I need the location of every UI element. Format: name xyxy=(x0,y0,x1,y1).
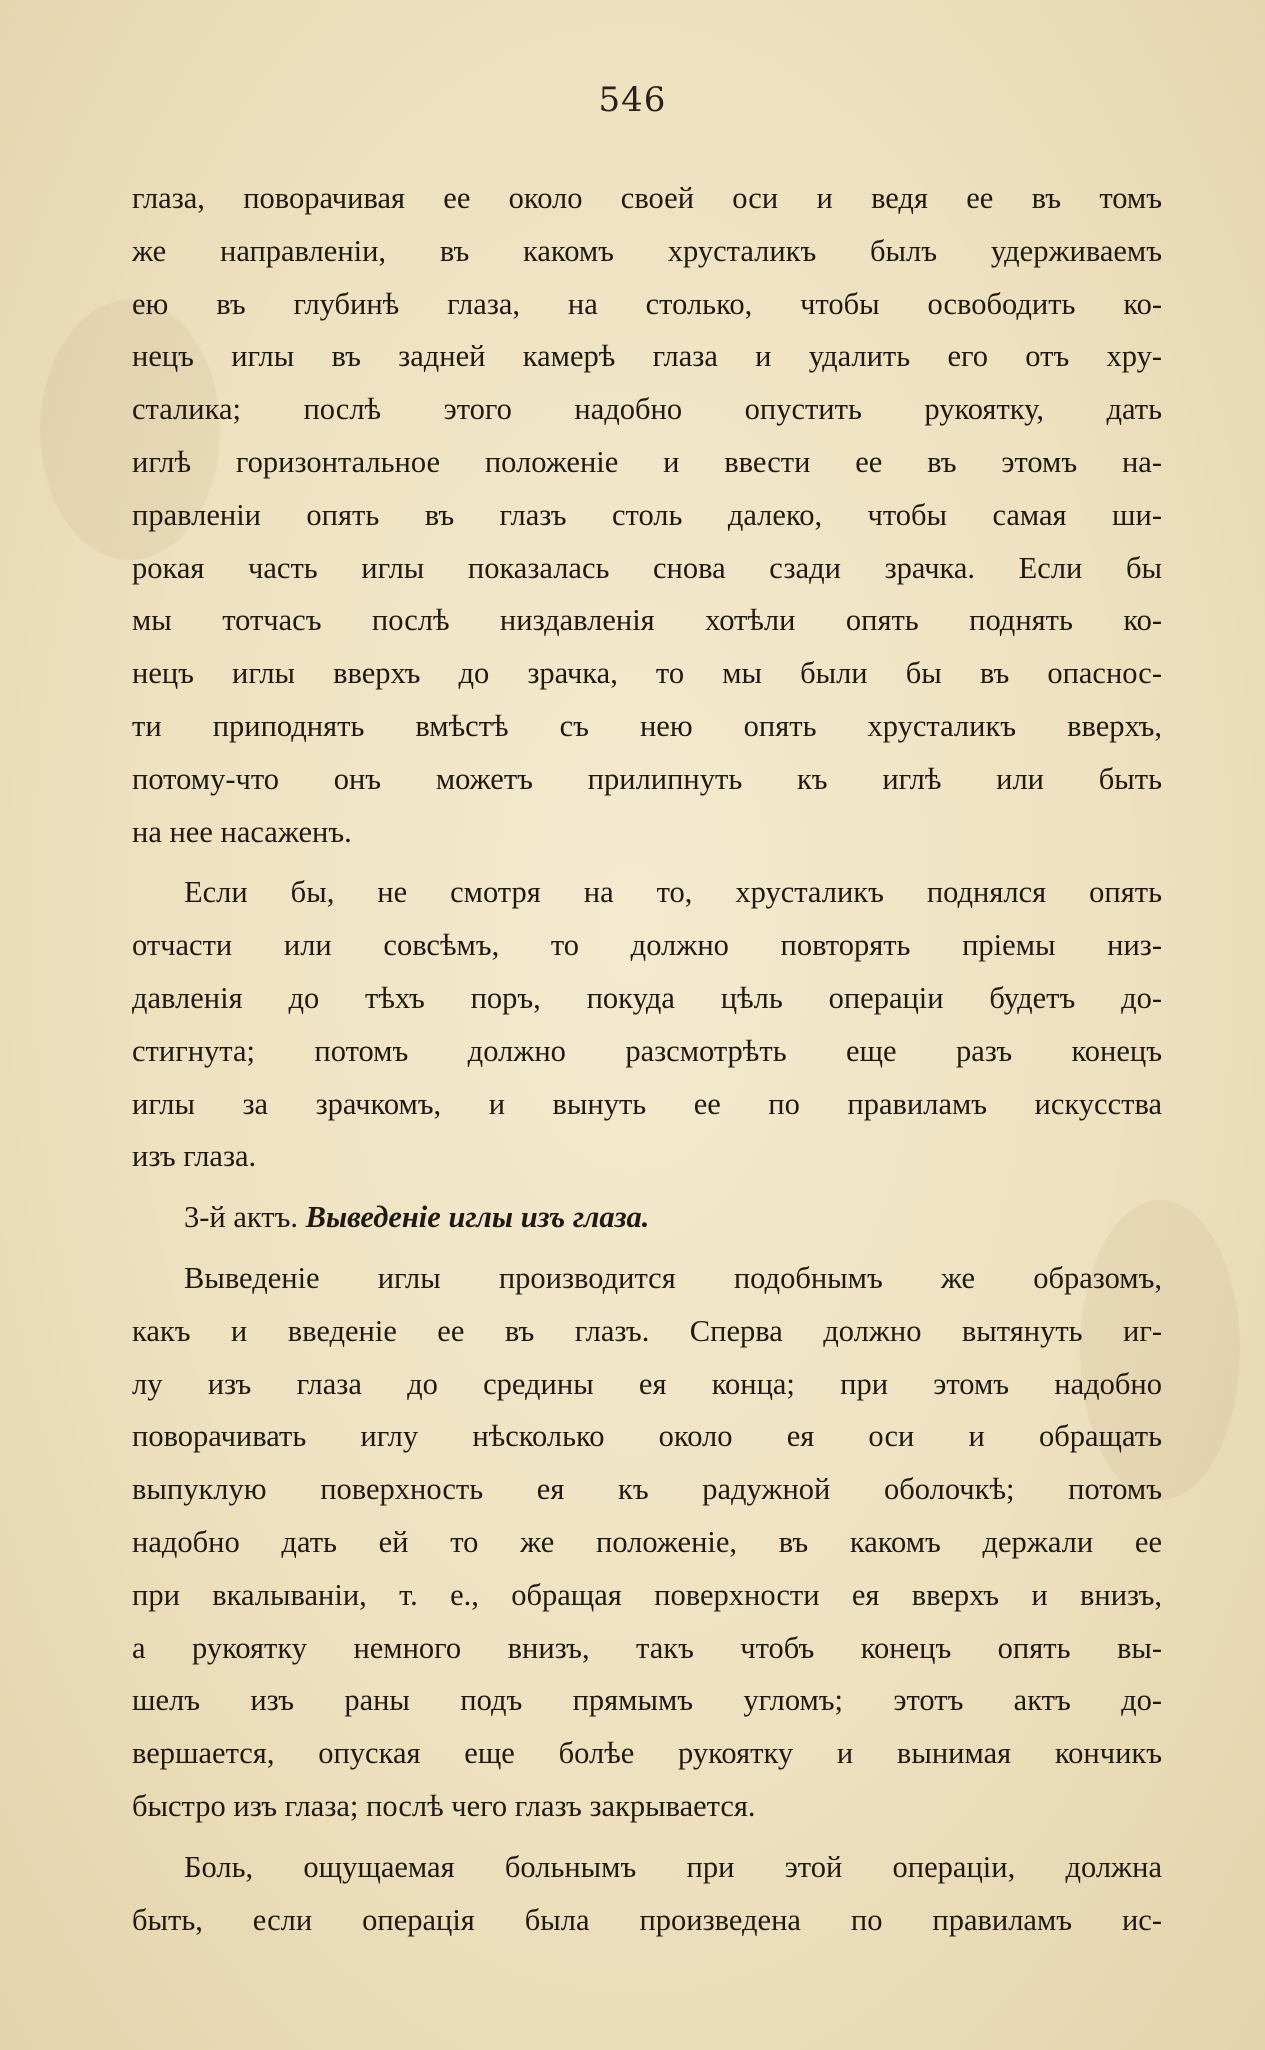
text-line: Если бы, не смотря на то, хрусталикъ поднялся опять xyxy=(184,875,1162,910)
text-line: выпуклую поверхность ея къ радужной оболочкѣ; потомъ xyxy=(132,1472,1162,1507)
body-text xyxy=(132,172,1162,1946)
text-line: быть, если операція была произведена по правиламъ ис- xyxy=(132,1902,1162,1937)
text-line: правленіи опять въ глазъ столь далеко, чтобы самая ши- xyxy=(132,497,1162,532)
act-label: 3-й актъ. xyxy=(184,1200,299,1235)
text-line: глаза, поворачивая ее около своей оси и ведя ее въ томъ xyxy=(132,181,1162,215)
text-line: нецъ иглы въ задней камерѣ глаза и удалить его отъ хру- xyxy=(132,339,1162,374)
paragraph xyxy=(132,1252,1162,1833)
paragraph xyxy=(132,866,1162,1183)
text-line: ею въ глубинѣ глаза, на столько, чтобы освободить ко- xyxy=(132,286,1162,321)
act-title: Выведеніе иглы изъ глаза. xyxy=(305,1200,650,1235)
paragraph xyxy=(132,172,1162,858)
text-line: изъ глаза. xyxy=(132,1139,257,1174)
text-line: быстро изъ глаза; послѣ чего глазъ закрывается. xyxy=(132,1788,756,1823)
text-line: иглѣ горизонтальное положеніе и ввести ее въ этомъ на- xyxy=(132,444,1162,479)
page-number: 546 xyxy=(598,80,667,120)
text-line: поворачивать иглу нѣсколько около ея оси и обращать xyxy=(132,1419,1162,1454)
text-line: какъ и введеніе ее въ глазъ. Сперва должно вытянуть иг- xyxy=(132,1313,1162,1348)
text-line: а рукоятку немного внизъ, такъ чтобъ конецъ опять вы- xyxy=(132,1630,1162,1665)
text-line: Выведеніе иглы производится подобнымъ же образомъ, xyxy=(184,1260,1162,1295)
text-line: шелъ изъ раны подъ прямымъ угломъ; этотъ актъ до- xyxy=(132,1683,1162,1718)
text-line: ти приподнять вмѣстѣ съ нею опять хрусталикъ вверхъ, xyxy=(132,708,1162,743)
text-line: стигнута; потомъ должно разсмотрѣть еще разъ конецъ xyxy=(132,1033,1162,1068)
text-line: же направленіи, въ какомъ хрусталикъ былъ удерживаемъ xyxy=(132,233,1162,268)
text-line: потому-что онъ можетъ прилипнуть къ иглѣ или быть xyxy=(132,761,1162,796)
text-line: рокая часть иглы показалась снова сзади зрачка. Если бы xyxy=(132,550,1162,585)
text-line: вершается, опуская еще болѣе рукоятку и вынимая кончикъ xyxy=(132,1736,1162,1771)
text-line: сталика; послѣ этого надобно опустить рукоятку, дать xyxy=(132,392,1162,427)
text-line: при вкалываніи, т. е., обращая поверхности ея вверхъ и внизъ, xyxy=(132,1577,1162,1612)
text-line: отчасти или совсѣмъ, то должно повторять пріемы низ- xyxy=(132,928,1162,963)
text-line: мы тотчасъ послѣ низдавленія хотѣли опять поднять ко- xyxy=(132,603,1162,638)
section-heading xyxy=(132,1191,1162,1244)
paragraph xyxy=(132,1841,1162,1947)
text-line: иглы за зрачкомъ, и вынуть ее по правиламъ искусства xyxy=(132,1086,1162,1121)
text-line: на нее насаженъ. xyxy=(132,814,352,849)
text-line: надобно дать ей то же положеніе, въ какомъ держали ее xyxy=(132,1524,1162,1559)
text-line: лу изъ глаза до средины ея конца; при этомъ надобно xyxy=(132,1366,1162,1401)
text-line: нецъ иглы вверхъ до зрачка, то мы были бы въ опаснос- xyxy=(132,656,1162,691)
text-line: давленія до тѣхъ поръ, покуда цѣль операціи будетъ до- xyxy=(132,980,1162,1015)
text-line: Боль, ощущаемая больнымъ при этой операціи, должна xyxy=(184,1849,1162,1884)
